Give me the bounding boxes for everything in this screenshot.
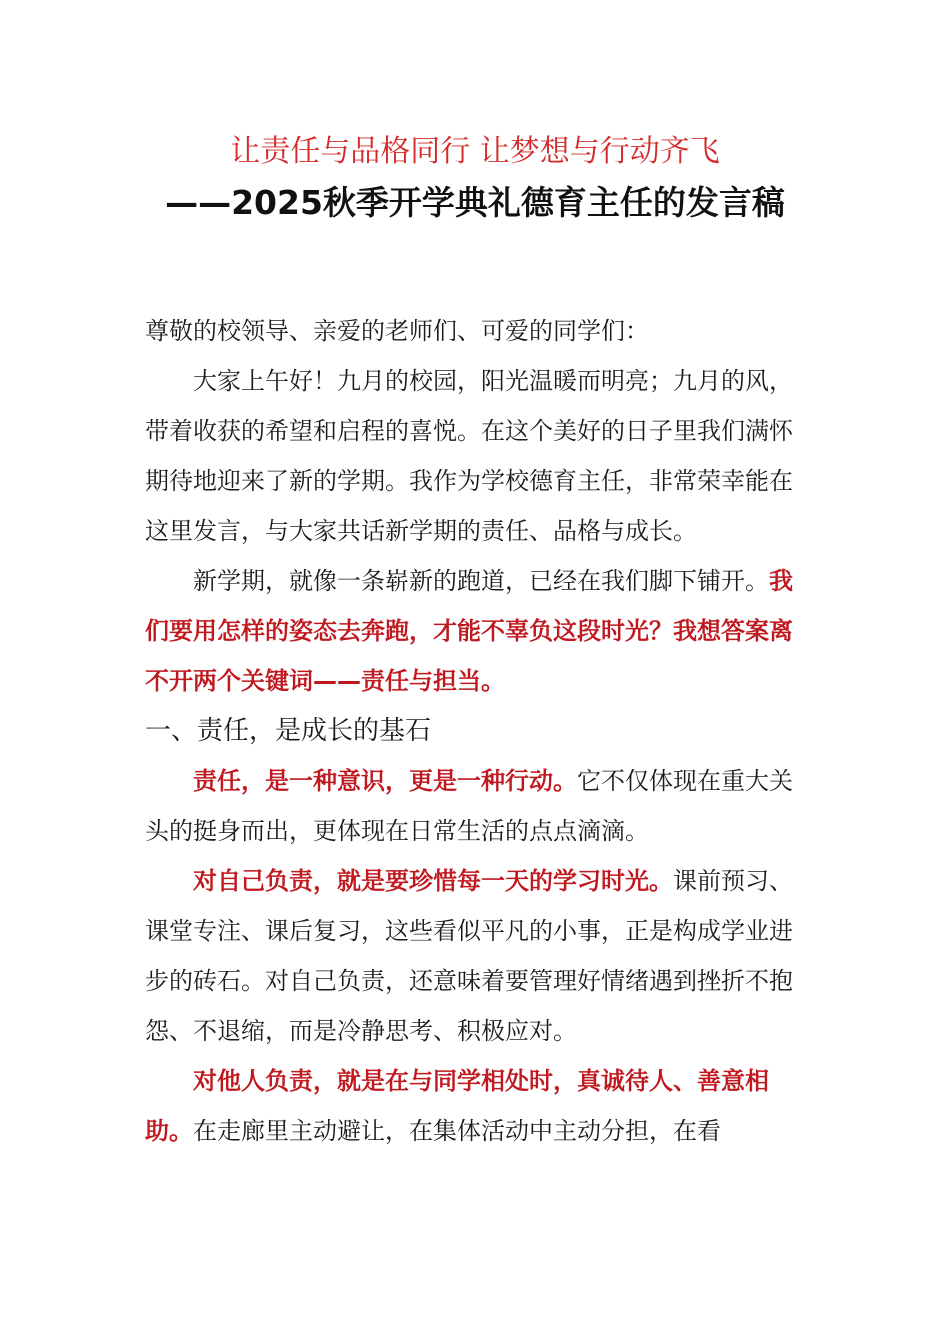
document-title-red: 让责任与品格同行 让梦想与行动齐飞 — [230, 134, 720, 169]
paragraph-3-text: 它不仅体现在重大关头的挺身而出，更体现在日常生活的点点滴滴。 — [145, 767, 793, 845]
paragraph-4-text: 课前预习、课堂专注、课后复习，这些看似平凡的小事，正是构成学业进步的砖石。对自己负责，还意味着要管理好情绪遇到挫折不抱怨、不退缩，而是冷静思考、积极应对。 — [145, 867, 793, 1045]
paragraph-2 — [145, 556, 815, 706]
paragraph-5-emphasis: 对他人负责，就是在与同学相处时，真诚待人、善意相助。 — [145, 1067, 769, 1145]
paragraph-3 — [145, 756, 815, 856]
paragraph-2-text: 新学期，就像一条崭新的跑道，已经在我们脚下铺开。 — [193, 567, 769, 595]
paragraph-1: 大家上午好！九月的校园，阳光温暖而明亮；九月的风，带着收获的希望和启程的喜悦。在这个美好的日子里我们满怀期待地迎来了新的学期。我作为学校德育主任，非常荣幸能在这里发言，与大家共话新学期的责任、品格与成长。 — [145, 367, 793, 545]
document-title-main: ——2025秋季开学典礼德育主任的发言稿 — [165, 183, 785, 222]
section-heading-1: 一、责任，是成长的基石 — [145, 716, 432, 746]
paragraph-2-emphasis: 我们要用怎样的姿态去奔跑，才能不辜负这段时光？我想答案离不开两个关键词——责任与担当。 — [145, 567, 793, 695]
paragraph-4 — [145, 856, 815, 1056]
paragraph-5 — [145, 1056, 815, 1156]
paragraph-4-emphasis: 对自己负责，就是要珍惜每一天的学习时光。 — [193, 867, 673, 895]
salutation: 尊敬的校领导、亲爱的老师们、可爱的同学们： — [145, 317, 649, 345]
paragraph-5-text: 在走廊里主动避让，在集体活动中主动分担，在看 — [193, 1117, 721, 1145]
document-body — [145, 306, 815, 1156]
paragraph-3-emphasis: 责任，是一种意识，更是一种行动。 — [193, 767, 577, 795]
